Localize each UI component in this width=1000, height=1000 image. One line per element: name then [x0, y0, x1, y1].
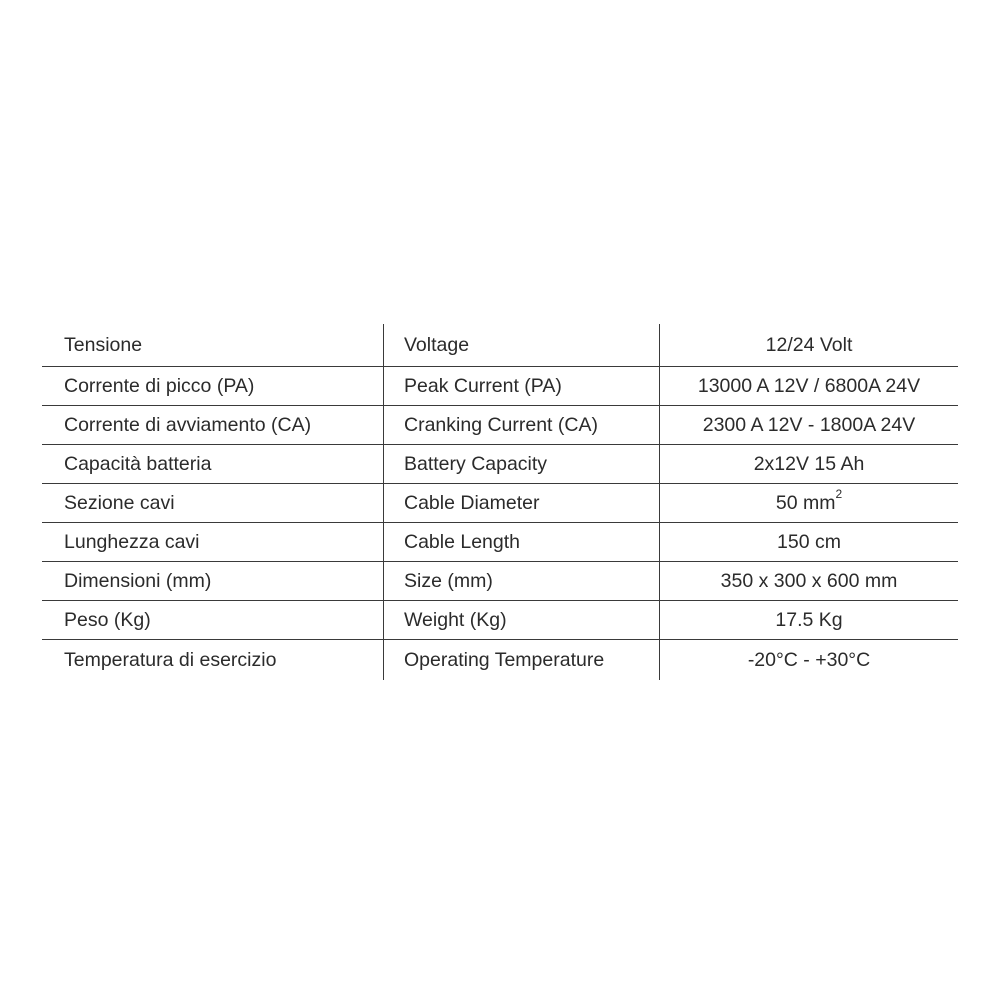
row-label-en: Operating Temperature	[384, 640, 660, 681]
row-value: 2300 A 12V - 1800A 24V	[660, 406, 959, 445]
row-label-it: Corrente di avviamento (CA)	[42, 406, 384, 445]
row-label-en: Cranking Current (CA)	[384, 406, 660, 445]
table-row	[42, 484, 958, 523]
row-label-it: Capacità batteria	[42, 445, 384, 484]
row-value-text: 50 mm	[775, 492, 836, 514]
spec-table	[42, 324, 958, 680]
row-label-en: Battery Capacity	[384, 445, 660, 484]
table-row	[42, 523, 958, 562]
row-value: -20°C - +30°C	[660, 640, 959, 681]
row-label-en: Peak Current (PA)	[384, 367, 660, 406]
row-value: 2x12V 15 Ah	[660, 445, 959, 484]
row-label-it: Temperatura di esercizio	[64, 649, 277, 671]
row-label-en: Cable Length	[384, 523, 660, 562]
row-value: 350 x 300 x 600 mm	[660, 562, 959, 601]
row-label-en: Size (mm)	[384, 562, 660, 601]
row-label-en: Weight (Kg)	[384, 601, 660, 640]
row-label-it: Dimensioni (mm)	[42, 562, 384, 601]
table-row	[42, 562, 958, 601]
row-value	[660, 484, 959, 523]
table-row	[42, 324, 958, 367]
row-label-it: Peso (Kg)	[42, 601, 384, 640]
row-value: 12/24 Volt	[660, 324, 959, 367]
row-value: 13000 A 12V / 6800A 24V	[660, 367, 959, 406]
table-row	[42, 445, 958, 484]
row-label-it: Tensione	[42, 324, 384, 367]
table-row	[42, 601, 958, 640]
table-row	[42, 640, 958, 681]
table-row	[42, 367, 958, 406]
row-label-it: Lunghezza cavi	[42, 523, 384, 562]
row-value: 17.5 Kg	[660, 601, 959, 640]
row-label-it: Sezione cavi	[42, 484, 384, 523]
row-value: 150 cm	[660, 523, 959, 562]
row-label-it: Corrente di picco (PA)	[42, 367, 384, 406]
row-label-en: Voltage	[384, 324, 660, 367]
row-value-superscript: 2	[835, 486, 843, 501]
table-row	[42, 406, 958, 445]
row-label-en: Cable Diameter	[384, 484, 660, 523]
